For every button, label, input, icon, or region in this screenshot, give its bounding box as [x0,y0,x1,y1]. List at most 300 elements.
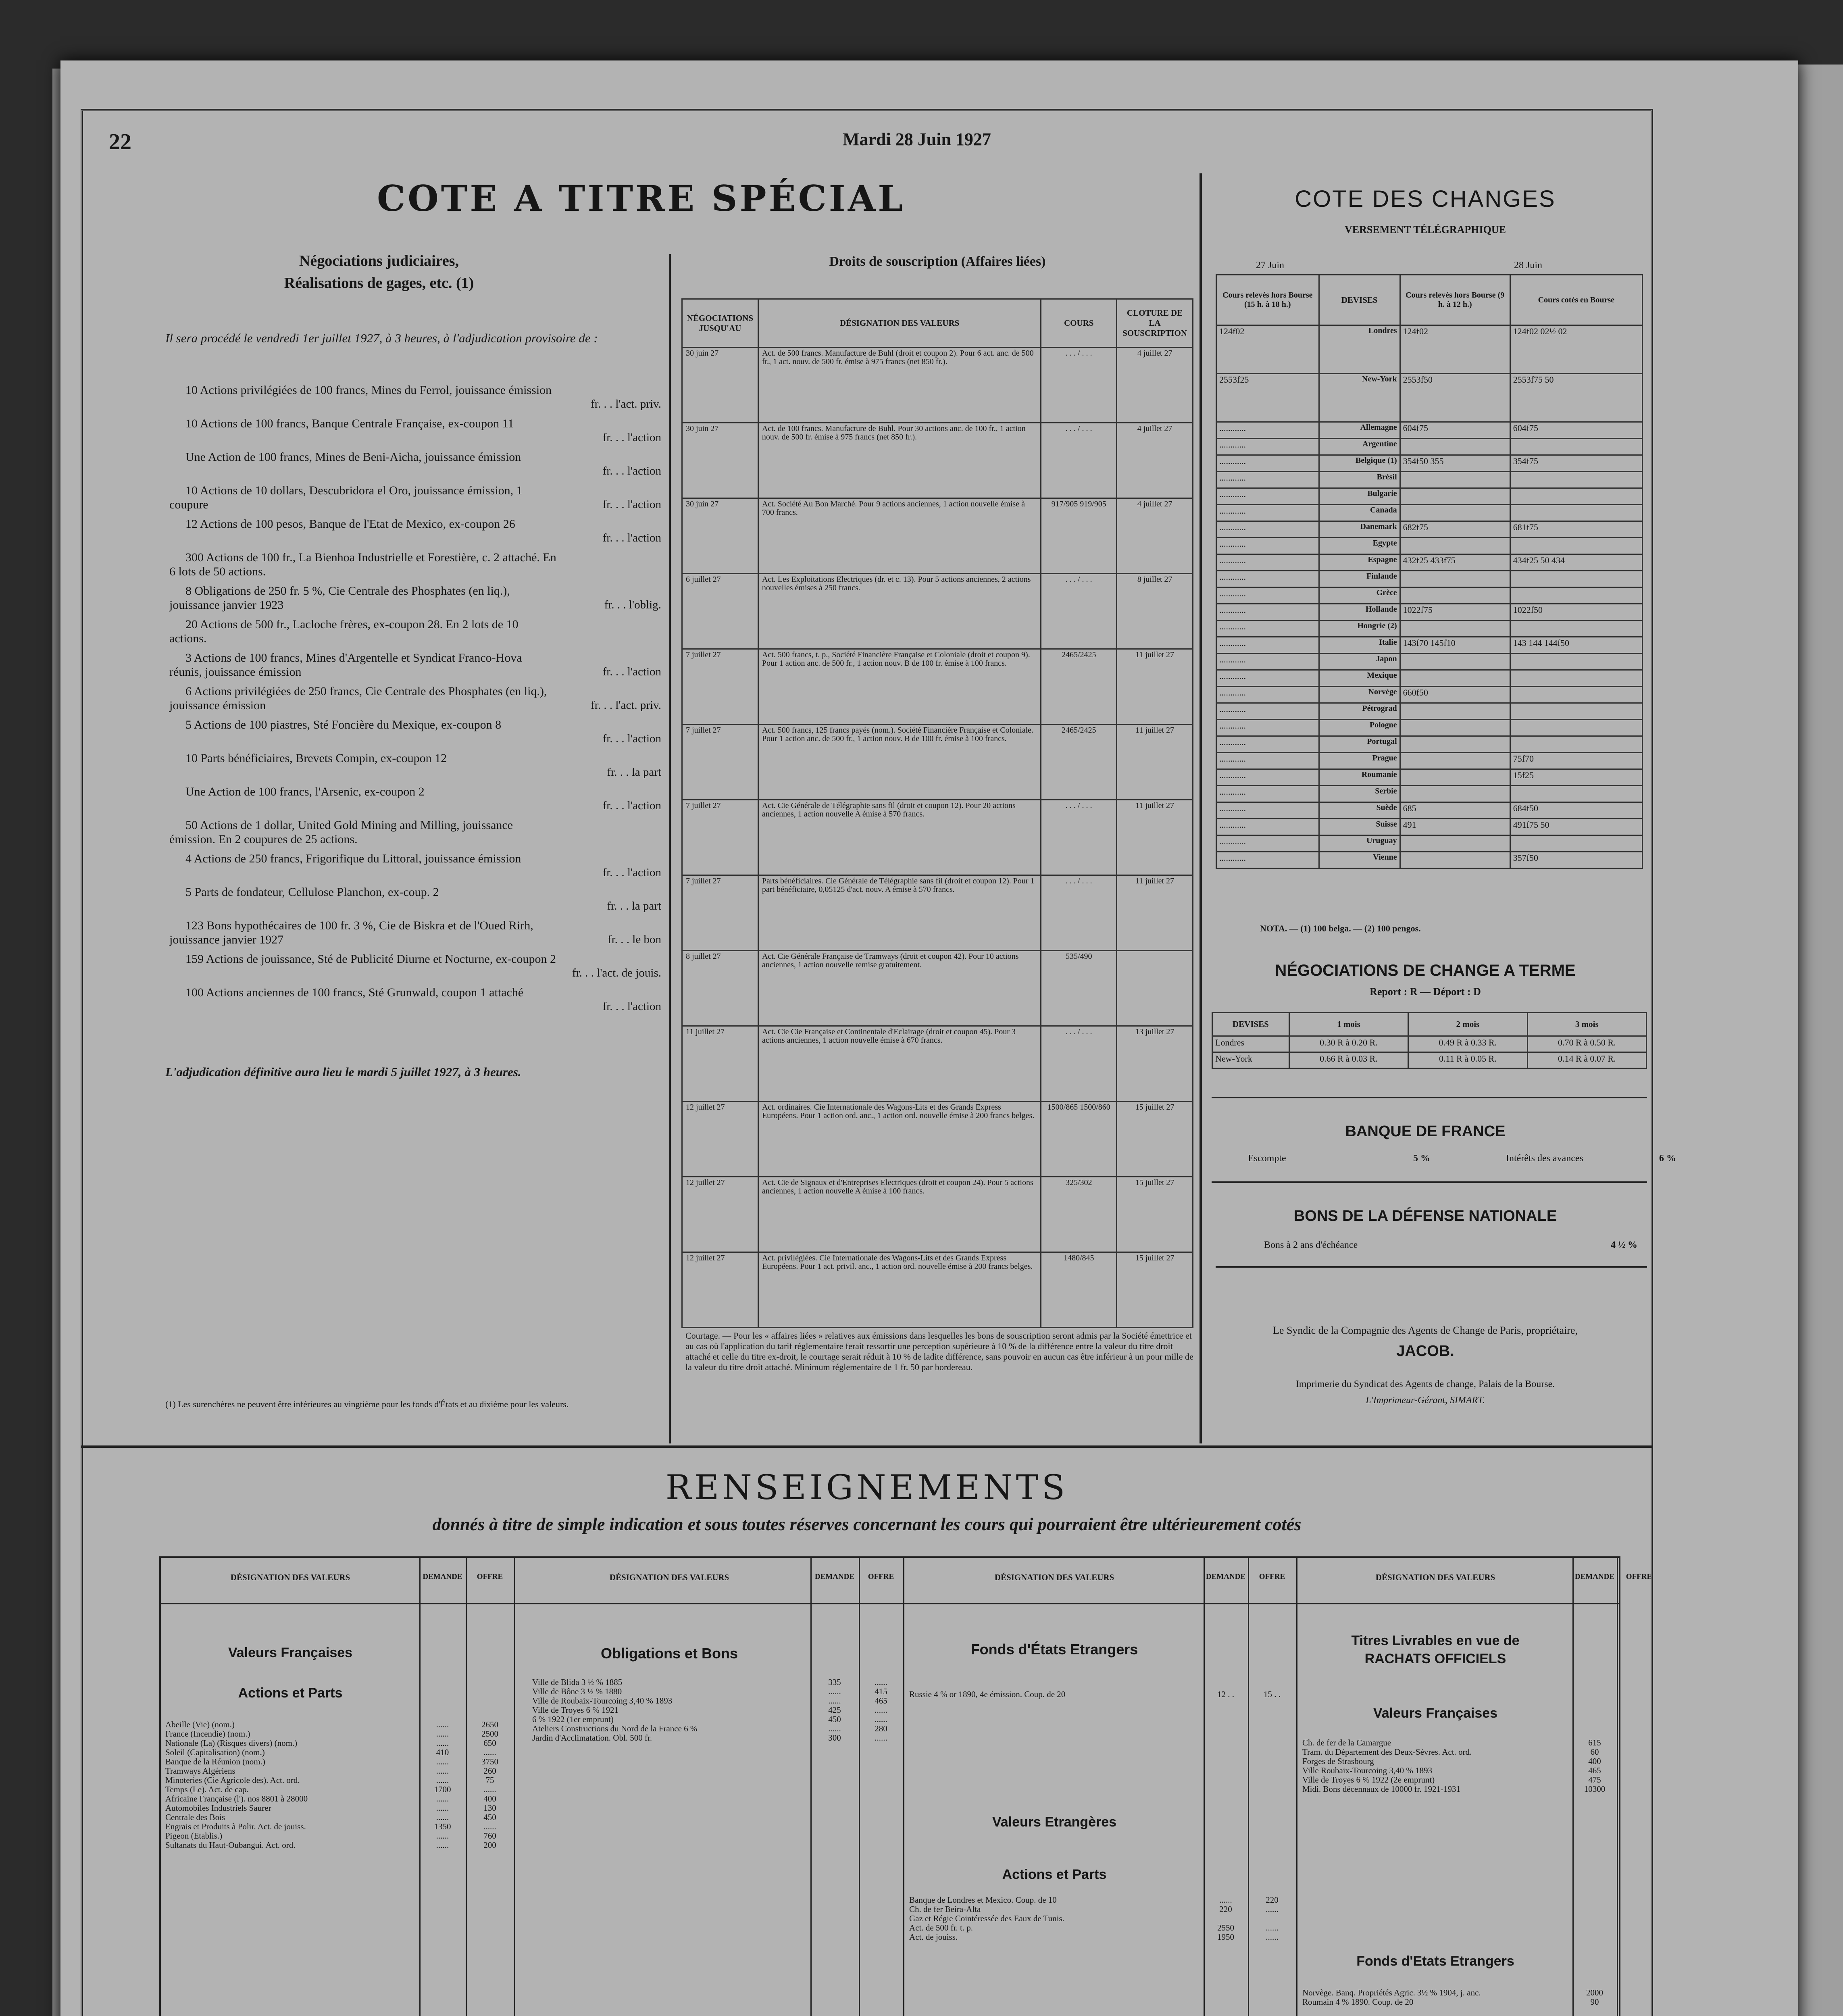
changes-devise: Hongrie (2) [1319,621,1400,637]
droits-cloture: 4 juillet 27 [1117,498,1193,574]
rens-row-offre: 415 [875,1687,887,1696]
rens-row-name: Minoteries (Cie Agricole des). Act. ord. [165,1775,300,1785]
changes-devise: Portugal [1319,736,1400,753]
special-item-price: fr. . . la part [607,900,661,912]
changes-bourse: 684f50 [1510,802,1642,819]
changes-hors [1400,753,1510,769]
changes-hors [1400,769,1510,786]
special-item-price: fr. . . l'action [602,431,661,444]
terme-3m: 0.70 R à 0.50 R. [1527,1036,1646,1052]
changes-hors [1400,720,1510,736]
changes-devise: Londres [1319,325,1400,374]
droits-cloture: 15 juillet 27 [1117,1177,1193,1252]
droits-cloture: 15 juillet 27 [1117,1102,1193,1177]
droits-cours: . . . / . . . [1041,348,1117,423]
changes-hors [1400,670,1510,687]
rens-section-heading: Titres Livrables en vue de [1351,1633,1520,1648]
special-item-text: 3 Actions de 100 francs, Mines d'Argentelle et Syndicat Franco-Hova réunis, jouissance émission [169,651,522,679]
banque-rule [1212,1181,1647,1183]
changes-bourse [1510,538,1642,554]
rens-row-name: Banque de la Réunion (nom.) [165,1757,265,1766]
droits-title: Droits de souscription (Affaires liées) [829,254,1046,269]
rens-row-name: Jardin d'Acclimatation. Obl. 500 fr. [532,1733,652,1743]
changes-hors [1400,587,1510,604]
terme-header-2m: 2 mois [1408,1013,1527,1036]
rens-row-name: Automobiles Industriels Saurer [165,1803,271,1813]
rens-header-desig: DÉSIGNATION DES VALEURS [609,1572,729,1582]
changes-hors [1400,835,1510,852]
rens-section-heading: Fonds d'États Etrangers [970,1641,1138,1658]
changes-hors [1400,703,1510,720]
rens-header-offre: OFFRE [1626,1572,1652,1581]
changes-bourse: 143 144 144f50 [1510,637,1642,654]
changes-row [1216,538,1643,554]
droits-row [682,348,1193,423]
droits-date: 7 juillet 27 [682,875,758,951]
special-item [169,785,661,813]
rens-section-heading: Obligations et Bons [600,1645,738,1662]
rens-section-heading: Valeurs Françaises [1373,1706,1498,1721]
special-item-price: fr. . . l'act. priv. [591,699,661,712]
changes-prev: ............ [1216,472,1319,488]
changes-row [1216,703,1643,720]
changes-prev: ............ [1216,439,1319,455]
special-item-text: Une Action de 100 francs, l'Arsenic, ex-coupon 2 [185,785,425,798]
special-item [169,417,661,445]
rens-row-name: Ateliers Constructions du Nord de la France 6 % [532,1724,698,1733]
droits-cours: . . . / . . . [1041,800,1117,875]
terme-subtitle: Report : R — Déport : D [1370,986,1481,998]
droits-row [682,498,1193,574]
rens-row-demande: ...... [436,1729,449,1739]
changes-prev: ............ [1216,521,1319,538]
rens-row-demande: ...... [828,1687,841,1696]
rens-row-demande: 450 [828,1714,841,1724]
rens-row-offre: 220 [1266,1895,1279,1905]
special-item [169,852,661,880]
rens-row-name: Act. de jouiss. [909,1932,958,1942]
rens-border-right [1619,1556,1620,2016]
rens-col-line [1248,1556,1249,2016]
changes-hors [1400,472,1510,488]
changes-devise: Uruguay [1319,835,1400,852]
droits-header-cloture: CLOTURE DE LA SOUSCRIPTION [1117,299,1193,348]
changes-row [1216,439,1643,455]
droits-cours: 1480/845 [1041,1252,1117,1328]
special-intro: Il sera procédé le vendredi 1er juillet 1927, à 3 heures, à l'adjudication provisoire de : [165,331,598,345]
special-item [169,952,661,980]
rens-row-demande: 615 [1588,1738,1601,1747]
special-item-text: 4 Actions de 250 francs, Frigorifique du Littoral, jouissance émission [185,852,521,865]
droits-cloture: 8 juillet 27 [1117,574,1193,649]
rens-header-demande: DEMANDE [423,1572,462,1581]
terme-header-1m: 1 mois [1289,1013,1408,1036]
special-items-list [169,383,661,1019]
changes-prev: ............ [1216,554,1319,571]
droits-desc: Act. Cie Générale Française de Tramways (droit et coupon 42). Pour 10 actions anciennes, 1 action nouvelle remise gratuitement. [758,951,1041,1026]
changes-row [1216,802,1643,819]
changes-devise: Suisse [1319,819,1400,835]
special-item [169,751,661,779]
banque-escompte: 5 % [1413,1153,1430,1164]
changes-prev: ............ [1216,654,1319,670]
special-item [169,651,661,679]
changes-bourse [1510,587,1642,604]
syndic-line2: Imprimerie du Syndicat des Agents de change, Palais de la Bourse. [1295,1379,1555,1389]
droits-desc: Act. Les Exploitations Electriques (dr. et c. 13). Pour 5 actions anciennes, 2 actions nouvelles émises à 250 francs. [758,574,1041,649]
changes-devise: Japon [1319,654,1400,670]
changes-bourse [1510,736,1642,753]
special-item-price: fr. . . l'action [602,464,661,477]
special-item [169,617,661,646]
rens-row-demande: 12 . . [1217,1689,1234,1699]
changes-subtitle: VERSEMENT TÉLÉGRAPHIQUE [1345,224,1506,235]
changes-row [1216,621,1643,637]
changes-devise: Bulgarie [1319,488,1400,505]
changes-bourse: 434f25 50 434 [1510,554,1642,571]
rens-col-line [903,1556,904,2016]
rens-row-name: Sultanats du Haut-Oubangui. Act. ord. [165,1840,296,1850]
rens-col-line [514,1556,515,2016]
droits-courtage: Courtage. — Pour les « affaires liées » relatives aux émissions dans lesquelles les bons de souscription seront admis par la Société émettrice et au cas où l'application du tarif réglementaire ferait ressortir une perception supérieure à 10 % de la différence entre la valeur du titre droit attaché et celle du titre ex-droit, le courtage serait réduit à 10 % de ladite différence, sans pouvoir en aucun cas être inférieur à un pour mille de la valeur du titre droit attaché. Minimum réglementaire de 1 fr. 50 par bordereau. [685,1331,1193,1372]
rens-row-name: Ville de Blida 3 ½ % 1885 [532,1677,623,1687]
changes-hors: 432f25 433f75 [1400,554,1510,571]
changes-hors [1400,852,1510,868]
droits-cours: 917/905 919/905 [1041,498,1117,574]
changes-devise: Argentine [1319,439,1400,455]
special-item [169,985,661,1014]
droits-header-cours: COURS [1041,299,1117,348]
rens-row-demande: ...... [436,1794,449,1804]
rens-row-offre: ...... [1266,1923,1279,1933]
changes-row [1216,554,1643,571]
droits-desc: Act. 500 francs, 125 francs payés (nom.). Société Financière Française et Coloniale. Pour 1 action anc. de 500 fr., 1 action nouv. B de 100 fr. émise à 100 francs. [758,725,1041,800]
changes-hors: 2553f50 [1400,374,1510,422]
rens-row-name: Ch. de fer Beira-Alta [909,1904,981,1914]
rens-row-demande: 1700 [434,1785,451,1794]
changes-prev: ............ [1216,736,1319,753]
changes-date-prev: 27 Juin [1256,260,1284,271]
rens-row-demande: 300 [828,1733,841,1743]
changes-prev: ............ [1216,786,1319,802]
droits-cloture: 4 juillet 27 [1117,348,1193,423]
bons-label: Bons à 2 ans d'échéance [1264,1240,1358,1250]
changes-devise: Finlande [1319,571,1400,587]
special-footnote: (1) Les surenchères ne peuvent être inférieures au vingtième pour les fonds d'États et au dixième pour les valeurs. [165,1399,569,1409]
terme-title: NÉGOCIATIONS DE CHANGE A TERME [1275,962,1576,979]
bons-title: BONS DE LA DÉFENSE NATIONALE [1293,1208,1557,1225]
droits-cours: 1500/865 1500/860 [1041,1102,1117,1177]
changes-date-today: 28 Juin [1514,260,1542,271]
rens-row-name: Africaine Française (l'). nos 8801 à 28000 [165,1794,308,1804]
droits-desc: Parts bénéficiaires. Cie Générale de Télégraphie sans fil (droit et coupon 12). Pour 1 part bénéficiaire, 0,05125 d'act. nouv. A émise à 570 francs. [758,875,1041,951]
rens-row-name: Tramways Algériens [165,1766,235,1776]
changes-bourse: 357f50 [1510,852,1642,868]
special-item-price: fr. . . la part [607,766,661,779]
changes-bourse: 1022f50 [1510,604,1642,621]
rens-row-offre: 760 [483,1831,496,1841]
changes-prev: ............ [1216,621,1319,637]
terme-header-3m: 3 mois [1527,1013,1646,1036]
terme-table [1212,1012,1647,1069]
changes-hors [1400,736,1510,753]
droits-desc: Act. de 500 francs. Manufacture de Buhl (droit et coupon 2). Pour 6 act. anc. de 500 fr., 1 act. nouv. de 500 fr. émise à 975 francs (net 850 fr.). [758,348,1041,423]
changes-devise: Serbie [1319,786,1400,802]
changes-bourse [1510,687,1642,703]
droits-desc: Act. Société Au Bon Marché. Pour 9 actions anciennes, 1 action nouvelle émise à 700 francs. [758,498,1041,574]
rens-row-offre: 2650 [481,1720,498,1729]
rens-row-name: Engrais et Produits à Polir. Act. de jouiss. [165,1822,306,1831]
col-divider-1 [669,254,671,1443]
changes-row [1216,604,1643,621]
rens-row-offre: 650 [483,1738,496,1748]
rens-row-offre: ...... [1266,1932,1279,1942]
rens-section-heading: Actions et Parts [1002,1867,1107,1882]
special-item-text: 6 Actions privilégiées de 250 francs, Cie Centrale des Phosphates (en liq.), jouissance émission [169,685,547,712]
rens-row-demande: 10300 [1584,1784,1606,1794]
rens-row-demande: ...... [1219,1895,1232,1905]
changes-hors [1400,538,1510,554]
banque-escompte-label: Escompte [1248,1153,1286,1164]
changes-bourse [1510,786,1642,802]
rens-row-name: Act. de 500 fr. t. p. [909,1923,973,1933]
changes-row [1216,769,1643,786]
droits-date: 30 juin 27 [682,498,758,574]
special-item-text: 159 Actions de jouissance, Sté de Publicité Diurne et Nocturne, ex-coupon 2 [185,952,556,966]
droits-cours: 2465/2425 [1041,649,1117,725]
changes-prev: ............ [1216,604,1319,621]
rens-header-offre: OFFRE [868,1572,894,1581]
droits-row [682,423,1193,498]
special-item-text: Une Action de 100 francs, Mines de Beni-Aicha, jouissance émission [185,450,521,464]
rens-row-demande: 60 [1590,1747,1599,1757]
changes-bourse [1510,670,1642,687]
special-item-text: 10 Actions privilégiées de 100 francs, Mines du Ferrol, jouissance émission [185,383,552,397]
droits-row [682,875,1193,951]
changes-prev: 124f02 [1216,325,1319,374]
changes-header-bourse: Cours cotés en Bourse [1510,275,1642,325]
changes-hors: 604f75 [1400,422,1510,439]
droits-cours: 325/302 [1041,1177,1117,1252]
droits-desc: Act. privilégiées. Cie Internationale des Wagons-Lits et des Grands Express Européens. Pour 1 act. privil. anc., 1 action ord. nouvelle émise à 200 francs belges. [758,1252,1041,1328]
rens-row-demande: 90 [1590,1997,1599,2007]
changes-devise: Roumanie [1319,769,1400,786]
rens-row-demande: ...... [436,1766,449,1776]
changes-prev: 2553f25 [1216,374,1319,422]
rens-border-left [159,1556,161,2016]
special-item [169,383,661,411]
droits-date: 30 juin 27 [682,348,758,423]
droits-row [682,725,1193,800]
changes-devise: Pologne [1319,720,1400,736]
rens-row-demande: 475 [1588,1775,1601,1785]
special-item [169,718,661,746]
changes-bourse: 681f75 [1510,521,1642,538]
changes-row [1216,835,1643,852]
droits-cours: 2465/2425 [1041,725,1117,800]
changes-row [1216,852,1643,868]
changes-bourse: 75f70 [1510,753,1642,769]
rens-row-demande: 335 [828,1677,841,1687]
changes-row [1216,670,1643,687]
special-item-text: 10 Actions de 10 dollars, Descubridora el Oro, jouissance émission, 1 coupure [169,484,523,511]
rens-row-name: Nationale (La) (Risques divers) (nom.) [165,1738,298,1748]
terme-devise: Londres [1212,1036,1289,1052]
syndic-name: JACOB. [1396,1343,1454,1360]
special-closing: L'adjudication définitive aura lieu le mardi 5 juillet 1927, à 3 heures. [165,1065,521,1079]
rens-header-desig: DÉSIGNATION DES VALEURS [1375,1572,1495,1582]
droits-row [682,1102,1193,1177]
rens-row-demande: ...... [828,1724,841,1733]
rens-row-name: Midi. Bons décennaux de 10000 fr. 1921-1931 [1302,1784,1460,1794]
special-item [169,450,661,478]
changes-devise: Vienne [1319,852,1400,868]
changes-hors [1400,786,1510,802]
terme-3m: 0.14 R à 0.07 R. [1527,1052,1646,1068]
rens-row-name: Ville de Roubaix-Tourcoing 3,40 % 1893 [532,1696,673,1706]
droits-date: 12 juillet 27 [682,1252,758,1328]
special-item [169,550,661,579]
special-item-price: fr. . . l'action [602,531,661,544]
changes-row [1216,374,1643,422]
droits-row [682,1026,1193,1102]
special-item [169,584,661,612]
bons-rate: 4 ½ % [1611,1240,1637,1250]
terme-header-devises: DEVISES [1212,1013,1289,1036]
special-item-price: fr. . . l'act. priv. [591,398,661,410]
rens-row-offre: 260 [483,1766,496,1776]
special-title: COTE A TITRE SPÉCIAL [377,177,905,219]
droits-date: 12 juillet 27 [682,1177,758,1252]
rens-row-name: Russie 4 % or 1890, 4e émission. Coup. de 20 [909,1689,1066,1699]
droits-cloture: 11 juillet 27 [1117,875,1193,951]
droits-date: 8 juillet 27 [682,951,758,1026]
droits-date: 11 juillet 27 [682,1026,758,1102]
changes-header-hors: Cours relevés hors Bourse (9 h. à 12 h.) [1400,275,1510,325]
changes-bourse: 354f75 [1510,455,1642,472]
changes-devise: Egypte [1319,538,1400,554]
changes-row [1216,687,1643,703]
droits-row [682,574,1193,649]
rens-section-heading: RACHATS OFFICIELS [1364,1651,1506,1666]
special-item-price: fr. . . le bon [608,933,661,946]
droits-cloture: 11 juillet 27 [1117,800,1193,875]
changes-devise: Norvège [1319,687,1400,703]
special-item-text: 8 Obligations de 250 fr. 5 %, Cie Centrale des Phosphates (en liq.), jouissance janvier 1923 [169,584,510,612]
changes-devise: Danemark [1319,521,1400,538]
special-item-text: 5 Parts de fondateur, Cellulose Planchon, ex-coup. 2 [185,885,439,899]
changes-row [1216,472,1643,488]
changes-prev: ............ [1216,720,1319,736]
changes-devise: Belgique (1) [1319,455,1400,472]
changes-prev: ............ [1216,538,1319,554]
rens-row-offre: 15 . . [1264,1689,1281,1699]
droits-date: 12 juillet 27 [682,1102,758,1177]
droits-cloture: 15 juillet 27 [1117,1252,1193,1328]
droits-date: 7 juillet 27 [682,725,758,800]
page-date: Mardi 28 Juin 1927 [843,129,991,149]
droits-cours: . . . / . . . [1041,574,1117,649]
changes-hors: 124f02 [1400,325,1510,374]
rens-row-demande: ...... [436,1840,449,1850]
droits-date: 30 juin 27 [682,423,758,498]
special-item-price: fr. . . l'action [602,732,661,745]
rens-row-demande: 1950 [1217,1932,1234,1942]
rens-row-name: Gaz et Régie Cointéressée des Eaux de Tunis. [909,1914,1064,1923]
rens-row-name: Ville de Troyes 6 % 1922 (2e emprunt) [1302,1775,1435,1785]
changes-prev: ............ [1216,835,1319,852]
special-item [169,483,661,512]
special-item-text: 10 Actions de 100 francs, Banque Centrale Française, ex-coupon 11 [185,417,514,430]
droits-cloture: 11 juillet 27 [1117,649,1193,725]
droits-cloture: 13 juillet 27 [1117,1026,1193,1102]
changes-row [1216,786,1643,802]
droits-table [681,298,1193,1328]
changes-prev: ............ [1216,670,1319,687]
special-subtitle-2: Réalisations de gages, etc. (1) [284,275,474,292]
rens-row-offre: 280 [875,1724,887,1733]
syndic-line1: Le Syndic de la Compagnie des Agents de Change de Paris, propriétaire, [1273,1325,1578,1336]
rens-row-demande: ...... [436,1812,449,1822]
special-item-text: 10 Parts bénéficiaires, Brevets Compin, ex-coupon 12 [185,752,447,765]
special-item-price: fr. . . l'action [602,799,661,812]
changes-prev: ............ [1216,422,1319,439]
special-item-text: 100 Actions anciennes de 100 francs, Sté Grunwald, coupon 1 attaché [185,986,524,999]
rens-row-name: Tram. du Département des Deux-Sèvres. Act. ord. [1302,1747,1472,1757]
rens-row-name: Pigeon (Etablis.) [165,1831,223,1841]
droits-cloture: 4 juillet 27 [1117,423,1193,498]
changes-prev: ............ [1216,802,1319,819]
changes-devise: Espagne [1319,554,1400,571]
syndic-line3: L'Imprimeur-Gérant, SIMART. [1366,1395,1485,1406]
changes-hors [1400,571,1510,587]
changes-bourse: 2553f75 50 [1510,374,1642,422]
section-divider [81,1445,1653,1448]
changes-hors [1400,488,1510,505]
rens-header-demande: DEMANDE [1206,1572,1246,1581]
rens-row-offre: 450 [483,1812,496,1822]
changes-prev: ............ [1216,852,1319,868]
changes-prev: ............ [1216,505,1319,521]
rens-row-name: Norvège. Banq. Propriétés Agric. 3½ % 1904, j. anc. [1302,1988,1481,1997]
changes-row [1216,422,1643,439]
changes-bourse [1510,654,1642,670]
banque-title: BANQUE DE FRANCE [1345,1123,1506,1140]
page-number: 22 [109,129,131,154]
special-item-price: fr. . . l'act. de jouis. [572,966,661,979]
rens-col-line [859,1556,860,2016]
droits-row [682,800,1193,875]
droits-date: 6 juillet 27 [682,574,758,649]
rens-header-offre: OFFRE [477,1572,503,1581]
changes-bourse: 604f75 [1510,422,1642,439]
rens-row-name: Ville de Bône 3 ½ % 1880 [532,1687,622,1696]
changes-title: COTE DES CHANGES [1295,186,1556,212]
rens-section-heading: Valeurs Etrangères [992,1814,1117,1830]
rens-header-demande: DEMANDE [814,1572,855,1581]
rens-row-offre: 200 [483,1840,496,1850]
changes-nota: NOTA. — (1) 100 belga. — (2) 100 pengos. [1260,923,1421,933]
rens-row-name: Ville Roubaix-Tourcoing 3,40 % 1893 [1302,1766,1433,1775]
changes-row [1216,521,1643,538]
changes-devise: Canada [1319,505,1400,521]
terme-rule [1212,1097,1647,1098]
bons-rule [1216,1266,1647,1268]
special-item-text: 5 Actions de 100 piastres, Sté Foncière du Mexique, ex-coupon 8 [185,718,502,731]
changes-bourse [1510,703,1642,720]
rens-row-offre: ...... [875,1714,887,1724]
rens-row-demande: 2550 [1217,1923,1234,1933]
